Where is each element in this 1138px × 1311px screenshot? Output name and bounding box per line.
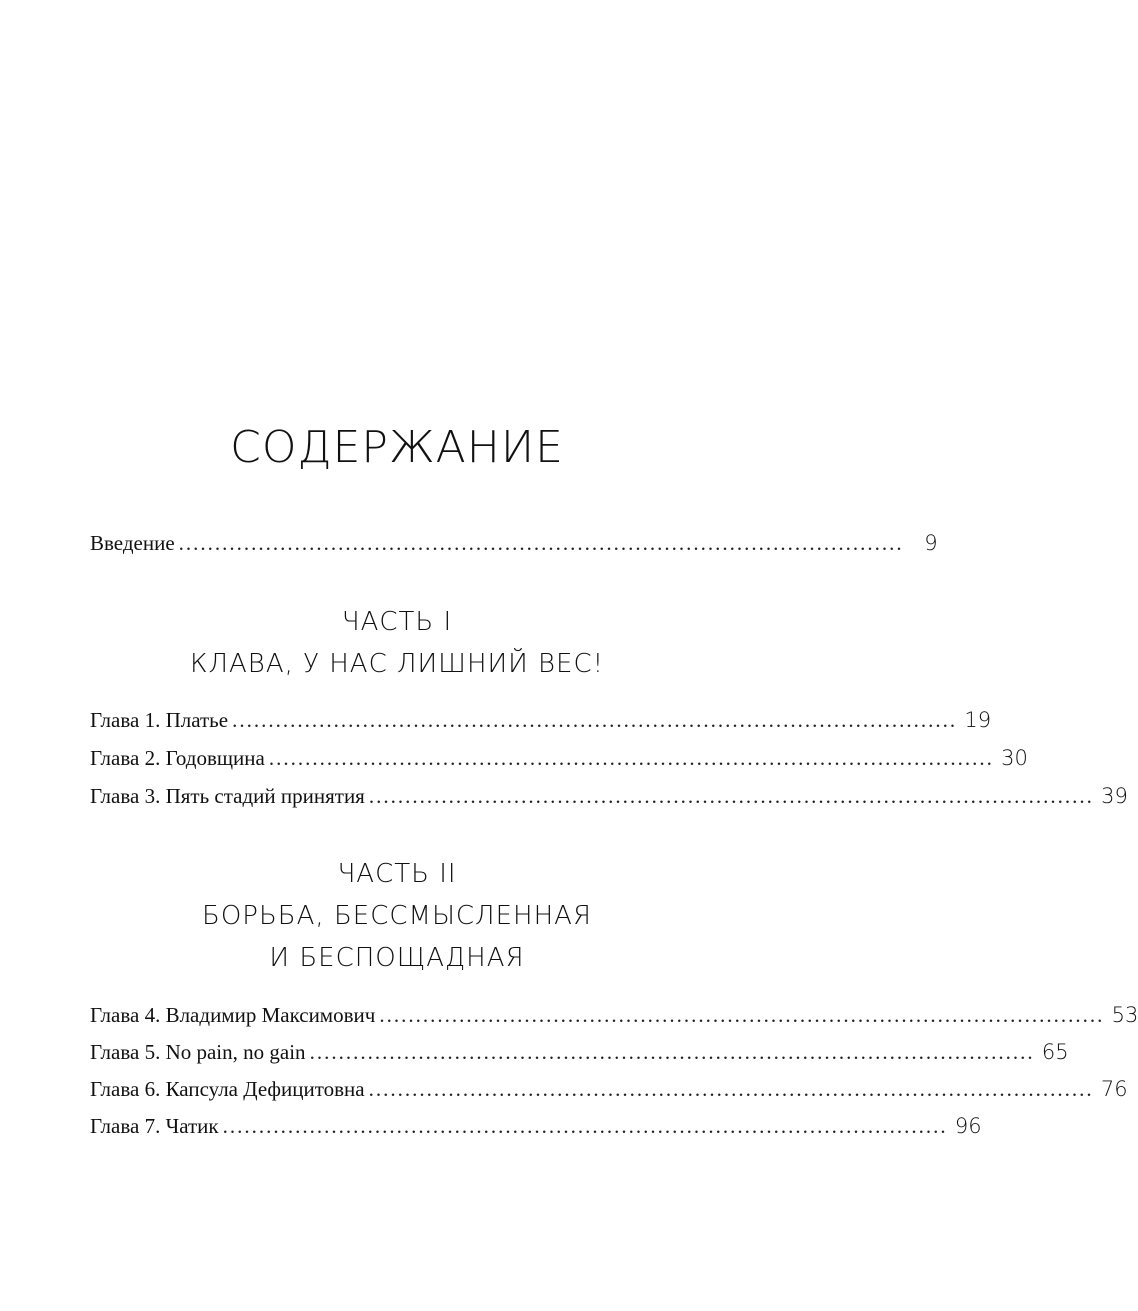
entry-label: Глава 2. Годовщина [90, 746, 265, 770]
entry-page-number: 39 [1101, 784, 1128, 808]
entry-page-number: 53 [1111, 1003, 1138, 1027]
toc-entry-intro [90, 528, 938, 558]
entry-page-number: 65 [1041, 1040, 1069, 1064]
dot-leader: .................................................................................................... [222, 1114, 948, 1138]
entry-page-number: 9 [924, 531, 938, 555]
toc-entry-chapter [90, 1000, 1138, 1030]
entry-page-number: 30 [1001, 746, 1028, 770]
entry-label: Глава 5. No pain, no gain [90, 1040, 306, 1064]
toc-entry-chapter [90, 1037, 1069, 1067]
dot-leader: .................................................................................................... [178, 531, 904, 555]
part-title: БОРЬБА, БЕССМЫСЛЕННАЯ [201, 901, 592, 931]
dot-leader: .................................................................................................... [368, 784, 1094, 808]
toc-entry-chapter [90, 1074, 1128, 1104]
part-heading-2 [90, 854, 704, 978]
page-title: СОДЕРЖАНИЕ [230, 422, 564, 473]
toc-entry-chapter [90, 705, 992, 735]
dot-leader: .................................................................................................... [309, 1040, 1035, 1064]
entry-page-number: 19 [964, 708, 992, 732]
dot-leader: .................................................................................................... [379, 1003, 1105, 1027]
toc-entry-chapter [90, 781, 1128, 811]
entry-page-number: 96 [954, 1114, 982, 1138]
part-title: И БЕСПОЩАДНАЯ [269, 943, 525, 973]
entry-label: Глава 4. Владимир Максимович [90, 1003, 376, 1027]
dot-leader: .................................................................................................... [368, 1077, 1094, 1101]
dot-leader: .................................................................................................... [268, 746, 994, 770]
entry-label: Глава 7. Чатик [90, 1114, 219, 1138]
part-number: ЧАСТЬ II [337, 859, 457, 889]
part-title: КЛАВА, У НАС ЛИШНИЙ ВЕС! [189, 649, 605, 679]
entry-label: Глава 3. Пять стадий принятия [90, 784, 365, 808]
toc-entry-chapter [90, 1111, 982, 1141]
entry-label: Глава 1. Платье [90, 708, 229, 732]
dot-leader: .................................................................................................... [232, 708, 958, 732]
toc-entry-chapter [90, 743, 1028, 773]
part-heading-1 [90, 602, 704, 684]
entry-label: Введение [90, 531, 175, 555]
part-number: ЧАСТЬ I [341, 607, 453, 637]
entry-page-number: 76 [1100, 1077, 1128, 1101]
entry-label: Глава 6. Капсула Дефицитовна [90, 1077, 365, 1101]
